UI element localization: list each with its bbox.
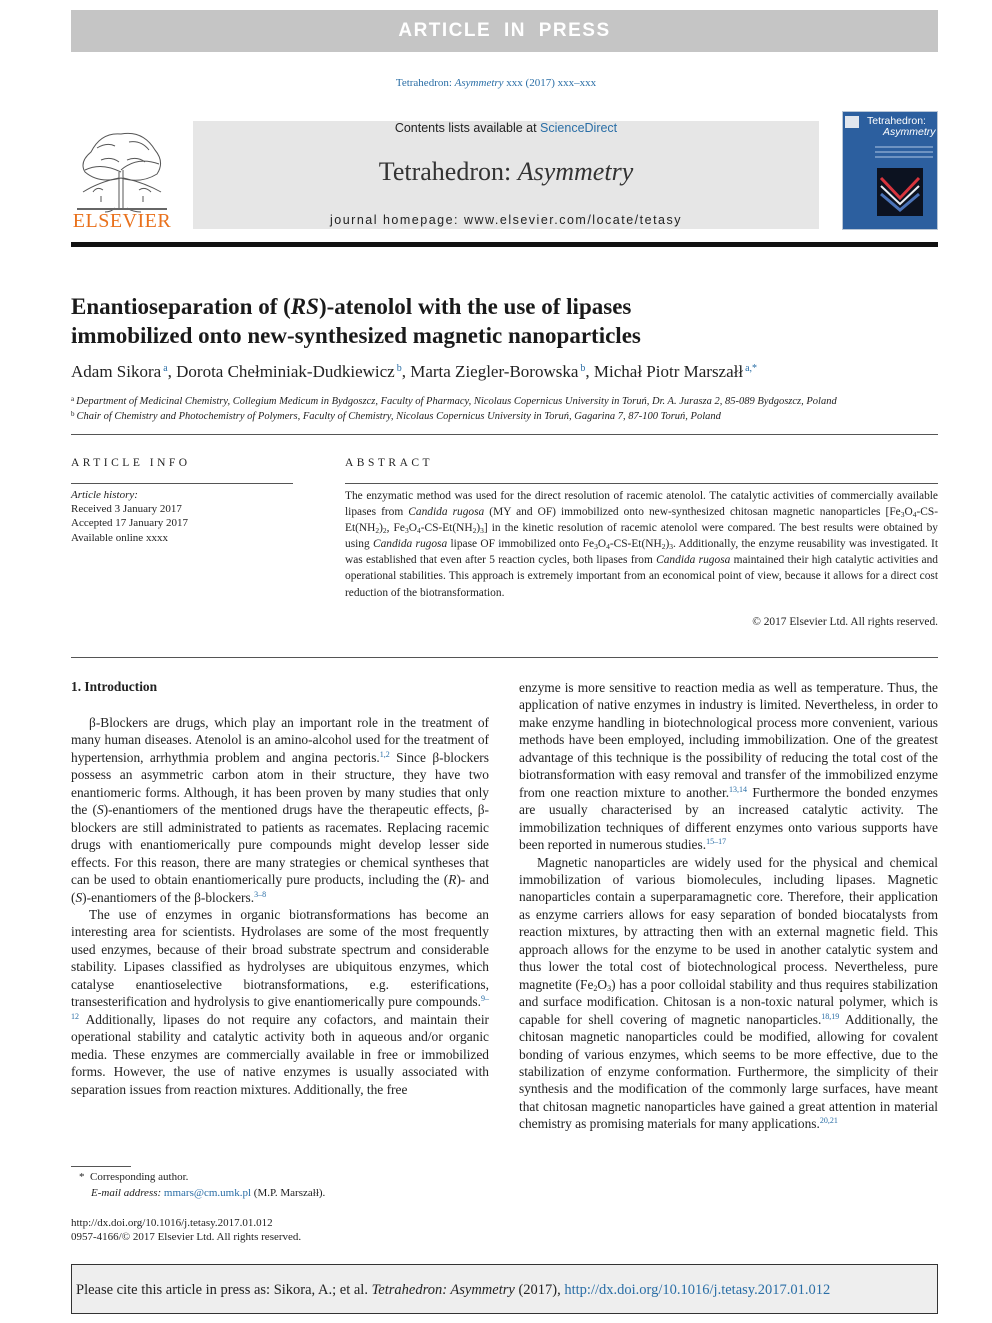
abstract-heading: ABSTRACT [345,457,434,469]
body-column-left [71,714,489,1098]
divider [71,657,938,658]
body-column-right [519,679,938,1133]
journal-masthead [193,121,819,229]
citation-doi-link[interactable]: http://dx.doi.org/10.1016/j.tetasy.2017.01.012 [564,1282,831,1298]
sciencedirect-link[interactable]: ScienceDirect [540,121,618,135]
email-link[interactable]: mmars@cm.umk.pl [163,1187,252,1199]
paragraph: enzyme is more sensitive to reaction media as well as temperature. Thus, the application of native enzymes in industry is limited. Nevertheless, in order to make enzyme handling in biotechnological process more convenient, various methods have been employed, including immobilization. One of the greatest advantage of this technique is the possibility of reducing the total cost of the biotransformation with easy removal and transfer of the immobilized enzyme from one reaction mixture to another.$^{13,14}$ Furthermore the bonded enzymes are usually characterised by an increased catalytic activity. The immobilization techniques of different enzymes onto various supports have been reported in numerous studies.$^{15-17}$ [519,680,938,853]
cover-title: Tetrahedron: Asymmetry [867,115,936,138]
cover-artwork [877,168,923,216]
paragraph: Magnetic nanoparticles are widely used for the physical and chemical immobilization of various biomolecules, including lipases. Magnetic nanoparticles contain a superparamagnetic core. Therefore, their application as enzyme carriers allows for easy separation of bonded biocatalysts from reaction mixtures, by attracting then with an external magnetic field. This approach allows for the enzyme to be used in another catalytic system and thus lower the total cost of biotechnological process. Nevertheless, pure magnetite $(Fe_2O_3)$ has a poor colloidal stability and thus requires stabilization and surface modification. Chitosan is a non-toxic natural polymer, which is capable for shell covering of magnetic nanoparticles.$^{18,19}$ Additionally, the chitosan magnetic nanoparticles could be modified, allowing for covalent bonding of various enzymes, which seems to be more effective, due to the stabilization of enzyme conformation. Furthermore, the simplicity of their synthesis and the modification of the commonly large surfaces, have meant that chitosan magnetic nanoparticles have gained a great attention in material chemistry as promising materials for many applications.$^{20,21}$ [519,854,938,1132]
journal-title: Tetrahedron: Asymmetry [378,157,634,186]
author-affiliation-mark[interactable]: a,* [745,363,758,374]
article-title: Enantioseparation of (RS)-atenolol with the use of lipases immobilized onto new-synthesized magnetic nanoparticles [71,294,641,348]
article-info-heading: ARTICLE INFO [71,457,191,469]
citation-box: Please cite this article in press as: Sikora, A.; et al. Tetrahedron: Asymmetry (2017), http://dx.doi.org/10.1016/j.tetasy.2017.01.012 [71,1264,938,1314]
doi-link[interactable]: http://dx.doi.org/10.1016/j.tetasy.2017.01.012 [71,1217,273,1229]
footnote-rule [71,1166,131,1167]
author-name[interactable]: Michał Piotr Marszałł [593,362,744,381]
author-affiliation-mark[interactable]: b [580,363,586,374]
paragraph: The use of enzymes in organic biotransformations has become an interesting area for scientists. Hydrolases are some of the most frequently used enzymes, because of their broad substrate spectrum and considerable stability. Lipases classified as hydrolyses are ubiquitous enzymes, which catalyse enantioselective biotransformations, e.g. esterifications, transesterification and hydrolysis to give enantiomerically pure compounds.$^{9-12}$ Additionally, lipases do not require any cofactors, and maintain their operational stability and catalytic activity both in aqueous and/or organic media. These enzymes are commercially available in free or immobilized forms. However, the use of native enzymes is usually associated with separation issues from reaction mixtures. Additionally, the free [71,906,489,1097]
author-name[interactable]: Adam Sikora [71,362,162,381]
affiliation-a: $^a$ Department of Medicinal Chemistry, Collegium Medicum in Bydgoszcz, Faculty of Pharmacy, Nicolaus Copernicus University in Toruń, Dr. A. Jurasza 2, 85-089 Bydgoszcz, Poland [71,395,837,407]
article-in-press-banner: ARTICLE IN PRESS [71,10,938,52]
article-history: Article history: Received 3 January 2017 Accepted 17 January 2017 Available online xxxx [71,489,188,544]
journal-homepage[interactable]: journal homepage: www.elsevier.com/locate/tetasy [329,213,682,227]
footnote-corresponding: * Corresponding author. [79,1171,189,1183]
elsevier-wordmark: ELSEVIER [72,210,172,232]
affiliation-b: $^b$ Chair of Chemistry and Photochemistry of Polymers, Faculty of Chemistry, Nicolaus Copernicus University in Toruń, Gagarina 7, 87-100 Toruń, Poland [71,410,721,422]
divider [345,483,938,484]
paragraph: β-Blockers are drugs, which play an important role in the treatment of many human diseases. Atenolol is an amino-alcohol used for the treatment of hypertension, arrhythmia problem and angina pectoris.$^{1,2}$ Since β-blockers possess an asymmetric carbon atom in their structure, they have two enantiomeric forms. Although, it has been proven by many studies that only the (S)-enantiomers of the mentioned drugs have the therapeutic effects, β-blockers are still administrated to patients as racemates. Replacing racemic drugs with enantiomerically pure compounds might develop lesser side effects. For this reason, there are many strategies or chemical syntheses that can be used to obtain enantiomerically pure products, including the (R)- and (S)-enantiomers of the β-blockers.$^{3-8}$ [71,715,489,905]
divider [71,483,293,484]
introduction-heading: 1. Introduction [71,679,158,694]
footnote-email: E-mail address: mmars@cm.umk.pl (M.P. Marszałł). [91,1187,326,1199]
author-name[interactable]: Marta Ziegler-Borowska [410,362,579,381]
contents-available-line: Contents lists available at ScienceDirect [394,121,618,135]
cover-badge [845,116,859,128]
author-name[interactable]: Dorota Chełminiak-Dudkiewicz [176,362,395,381]
cover-text-lines [875,146,933,162]
author-affiliation-mark[interactable]: a [163,363,168,374]
header-rule [71,242,938,247]
author-list: Adam Sikora $^a$, Dorota Chełminiak-Dudkiewicz $^b$, Marta Ziegler-Borowska $^b$, Michał Piotr Marszałł $^{a,*}$ [71,362,758,381]
author-affiliation-mark[interactable]: b [396,363,402,374]
issn-line: 0957-4166/© 2017 Elsevier Ltd. All rights reserved. [71,1231,302,1243]
copyright-line: © 2017 Elsevier Ltd. All rights reserved. [752,616,938,628]
abstract-text: The enzymatic method was used for the direct resolution of racemic atenolol. The catalytic activities of commercially available lipases from Candida rugosa (MY and OF) immobilized onto new-synthesized chitosan magnetic nanoparticles [$Fe_3O_4-CS-Et(NH_2)_2$, $Fe_3O_4-CS-Et(NH_2)_3$] in the kinetic resolution of racemic atenolol were compared. The best results were obtained by using Candida rugosa lipase OF immobilized onto $Fe_3O_4-CS-Et(NH_2)_3$. Additionally, the enzyme reusability was investigated. It was established that even after 5 reaction cycles, both lipases from Candida rugosa maintained their high catalytic activities and operational stabilities. This approach is extremely important from an economical point of view, because it allows for a direct cost reduction of the biotransformation. [345,490,939,599]
divider [71,434,938,435]
journal-cover-thumbnail [842,111,938,230]
journal-reference[interactable]: Tetrahedron: Asymmetry xxx (2017) xxx–xxx [395,77,597,89]
